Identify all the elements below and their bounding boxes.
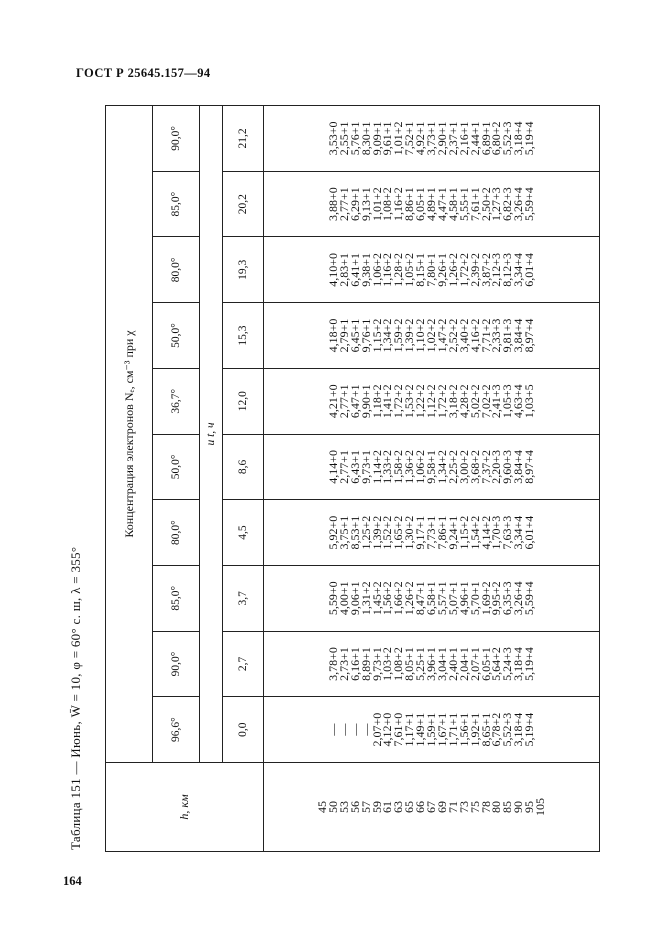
height-value: 56 (347, 801, 362, 813)
electron-concentration-table (105, 105, 600, 852)
stub-header-label: h, км (177, 794, 191, 820)
concentration-value: 9,90+1 (358, 384, 373, 419)
page-number: 164 (63, 874, 82, 888)
height-value: 73 (456, 801, 471, 813)
concentration-value: 3,84+4 (511, 318, 526, 353)
concentration-value: 1,14+2 (369, 450, 384, 484)
concentration-value: 9,58+1 (424, 450, 439, 484)
concentration-value: 1,72+2 (391, 384, 406, 419)
concentration-value: 6,01+4 (522, 515, 537, 550)
concentration-value: 7,37+2 (478, 450, 493, 484)
zenith-angle-header: 90,0° (153, 106, 200, 172)
concentration-value: 1,92+1 (467, 712, 482, 747)
concentration-value: 1,31+2 (358, 581, 373, 616)
zenith-angle-header: 85,0° (153, 565, 200, 631)
local-time-header: 12,0 (223, 368, 264, 434)
concentration-value: 4,92+1 (413, 121, 428, 156)
height-value: 105 (533, 798, 548, 816)
local-time-header: 4,5 (223, 500, 264, 566)
concentration-value: 7,63+3 (500, 515, 515, 550)
concentration-value: 2,39+2 (467, 252, 482, 287)
concentration-value: 2,07+1 (467, 647, 482, 681)
concentration-value: 1,36+2 (402, 450, 417, 484)
concentration-value: 2,33+3 (489, 318, 504, 353)
concentration-value: 3,18+4 (511, 647, 526, 681)
local-time-header: 19,3 (223, 237, 264, 303)
concentration-value: 2,55+1 (336, 121, 351, 156)
height-value: 90 (511, 801, 526, 813)
height-value: 80 (489, 801, 504, 813)
concentration-value: 1,39+2 (369, 515, 384, 550)
concentration-column (264, 434, 600, 500)
concentration-value: 1,05+3 (500, 384, 515, 419)
concentration-column (264, 565, 600, 631)
concentration-value: 5,76+1 (347, 121, 362, 156)
height-value: 85 (500, 801, 515, 813)
concentration-value: 3,75+1 (336, 515, 351, 550)
height-column (264, 763, 600, 852)
concentration-value: 6,29+1 (347, 187, 362, 222)
concentration-value: 1,06+2 (413, 450, 428, 484)
concentration-value: 1,08+2 (380, 187, 395, 222)
local-time-header: 0,0 (223, 697, 264, 763)
concentration-column (264, 237, 600, 303)
concentration-value: 5,70+1 (467, 581, 482, 616)
concentration-value: 3,78+0 (325, 647, 340, 681)
concentration-value: 7,71+2 (478, 318, 493, 353)
concentration-value: 6,41+1 (347, 252, 362, 287)
concentration-value: 3,84+4 (511, 450, 526, 484)
concentration-value: 1,15+2 (456, 515, 471, 550)
table-title: Концентрация электронов Nₑ, см⁻³ при χ (106, 106, 153, 763)
concentration-value: 4,10+0 (325, 252, 340, 287)
height-value: 50 (325, 801, 340, 813)
height-value: 66 (413, 801, 428, 813)
concentration-value: 6,47+1 (347, 384, 362, 419)
concentration-value: 3,73+1 (424, 121, 439, 156)
concentration-column (264, 631, 600, 697)
concentration-value: 3,87+2 (478, 252, 493, 287)
concentration-value: 3,18+4 (511, 712, 526, 747)
concentration-value: 5,57+1 (434, 581, 449, 616)
concentration-value: 7,52+1 (402, 121, 417, 156)
local-time-header: 15,3 (223, 303, 264, 369)
concentration-value: 3,00+2 (456, 450, 471, 484)
concentration-value: 9,95+2 (489, 581, 504, 616)
concentration-value: 1,16+2 (391, 187, 406, 222)
zenith-angle-header: 80,0° (153, 237, 200, 303)
concentration-value: 6,78+2 (489, 712, 504, 747)
concentration-value: 1,56+2 (380, 581, 395, 616)
concentration-value: 5,07+1 (445, 581, 460, 616)
concentration-value: 5,02+2 (467, 384, 482, 419)
concentration-value: 4,63+4 (511, 384, 526, 419)
concentration-value: 1,67+1 (434, 712, 449, 747)
zenith-angle-row (153, 106, 200, 852)
concentration-value: 1,25+2 (358, 515, 373, 550)
concentration-value: 8,15+1 (413, 252, 428, 287)
concentration-value: 3,53+0 (325, 121, 340, 156)
concentration-value: 6,45+1 (347, 318, 362, 353)
concentration-value: 1,05+2 (402, 252, 417, 287)
concentration-value: 6,43+1 (347, 450, 362, 484)
height-value: 78 (478, 801, 493, 813)
local-time-header: 8,6 (223, 434, 264, 500)
concentration-value: 1,26+2 (402, 581, 417, 616)
concentration-value: 2,77+1 (336, 187, 351, 222)
concentration-value: 8,30+1 (358, 121, 373, 156)
concentration-value: 1,18+2 (369, 384, 384, 419)
concentration-value: 6,80+2 (489, 121, 504, 156)
height-value: 75 (467, 801, 482, 813)
concentration-value: 9,24+1 (445, 515, 460, 550)
concentration-value: 2,77+1 (336, 384, 351, 419)
concentration-value: 1,65+2 (391, 515, 406, 550)
concentration-value: 2,50+2 (478, 187, 493, 222)
zenith-angle-header: 90,0° (153, 631, 200, 697)
height-value: 59 (369, 801, 384, 813)
concentration-value: 1,70+3 (489, 515, 504, 550)
concentration-value: 9,38+1 (358, 252, 373, 287)
concentration-value: 7,61+0 (391, 712, 406, 747)
concentration-value: 3,88+0 (325, 187, 340, 222)
stub-header (106, 763, 264, 852)
zenith-angle-header: 36,7° (153, 368, 200, 434)
height-value: 95 (522, 801, 537, 813)
concentration-value: 7,61+1 (467, 187, 482, 222)
concentration-value: 2,79+1 (336, 318, 351, 353)
concentration-value: 3,04+1 (434, 647, 449, 681)
concentration-column (264, 106, 600, 172)
concentration-value: 8,86+1 (402, 187, 417, 222)
concentration-value: 1,22+2 (413, 384, 428, 419)
concentration-value: 3,18+2 (445, 384, 460, 419)
concentration-value: 6,05+1 (478, 647, 493, 681)
concentration-value: 1,39+2 (402, 318, 417, 353)
concentration-value: 4,16+2 (467, 318, 482, 353)
local-time-header: 21,2 (223, 106, 264, 172)
concentration-value: 1,66+2 (391, 581, 406, 616)
concentration-value: 1,41+2 (380, 384, 395, 419)
concentration-value: 7,86+1 (434, 515, 449, 550)
concentration-value: 1,59+1 (424, 712, 439, 747)
concentration-value: — (336, 723, 351, 736)
concentration-value: 5,19+4 (522, 712, 537, 747)
concentration-value: 5,25+1 (413, 647, 428, 681)
concentration-value: 4,96+1 (456, 581, 471, 616)
concentration-value: 1,34+2 (434, 450, 449, 484)
concentration-value: 1,52+2 (380, 515, 395, 550)
concentration-value: 2,90+1 (434, 121, 449, 156)
concentration-value: 9,73+1 (358, 450, 373, 484)
height-value: 53 (336, 801, 351, 813)
concentration-value: 5,92+0 (325, 515, 340, 550)
concentration-value: 1,47+2 (434, 318, 449, 353)
concentration-value: 3,68+2 (467, 450, 482, 484)
concentration-value: 1,03+5 (522, 384, 537, 419)
concentration-value: 3,40+2 (456, 318, 471, 353)
height-value: 57 (358, 801, 373, 813)
concentration-value: 5,52+3 (500, 712, 515, 747)
concentration-value: 5,64+2 (489, 647, 504, 681)
concentration-value: 1,53+2 (402, 384, 417, 419)
document-header: ГОСТ Р 25645.157—94 (76, 66, 211, 80)
local-time-row (223, 106, 264, 852)
concentration-value: 6,35+3 (500, 581, 515, 616)
concentration-value: 6,82+3 (500, 187, 515, 222)
concentration-value: 2,83+1 (336, 252, 351, 287)
concentration-value: 8,65+1 (478, 712, 493, 747)
concentration-value: 1,01+2 (369, 187, 384, 222)
concentration-value: 2,20+3 (489, 450, 504, 484)
concentration-value: 9,09+1 (369, 121, 384, 156)
concentration-value: 1,71+1 (445, 712, 460, 747)
concentration-value: 5,59+0 (325, 581, 340, 616)
concentration-value: 3,34+4 (511, 252, 526, 287)
concentration-value: 9,17+1 (413, 515, 428, 550)
concentration-value: 3,96+1 (424, 647, 439, 681)
concentration-value: 6,01+4 (522, 252, 537, 287)
concentration-column (264, 171, 600, 237)
concentration-value: 3,34+4 (511, 515, 526, 550)
concentration-value: 1,58+2 (391, 450, 406, 484)
concentration-value: 1,33+2 (380, 450, 395, 484)
local-time-unit-label: и t, ч (200, 106, 223, 763)
concentration-value: 4,00+1 (336, 581, 351, 616)
concentration-value: 7,80+1 (424, 252, 439, 287)
zenith-angle-header: 50,0° (153, 434, 200, 500)
height-value: 45 (314, 801, 329, 813)
concentration-value: 2,52+2 (445, 318, 460, 353)
concentration-value: 4,18+0 (325, 318, 340, 353)
concentration-column (264, 368, 600, 434)
concentration-value: 1,06+2 (369, 252, 384, 287)
concentration-value: 9,26+1 (434, 252, 449, 287)
concentration-value: 9,13+1 (358, 187, 373, 222)
concentration-value: 1,49+1 (413, 712, 428, 747)
concentration-value: 1,34+2 (380, 318, 395, 353)
concentration-value: 9,60+3 (500, 450, 515, 484)
concentration-value: 1,54+2 (467, 515, 482, 550)
concentration-value: 5,19+4 (522, 121, 537, 156)
concentration-value: 1,02+2 (424, 318, 439, 353)
concentration-value: 1,56+1 (456, 712, 471, 747)
concentration-value: — (347, 723, 362, 736)
concentration-value: 5,59+4 (522, 581, 537, 616)
concentration-value: 8,53+1 (347, 515, 362, 550)
concentration-value: 5,19+4 (522, 647, 537, 681)
concentration-value: 1,59+2 (391, 318, 406, 353)
zenith-angle-header: 96,6° (153, 697, 200, 763)
concentration-value: 8,89+1 (358, 647, 373, 681)
concentration-value: 3,18+4 (511, 121, 526, 156)
concentration-value: 4,47+1 (434, 187, 449, 222)
concentration-value: 1,30+2 (402, 515, 417, 550)
concentration-value: 2,73+1 (336, 647, 351, 681)
concentration-value: 1,03+2 (380, 647, 395, 681)
concentration-value: 1,10+2 (413, 318, 428, 353)
concentration-value: 3,26+4 (511, 581, 526, 616)
concentration-value: 1,15+2 (369, 318, 384, 353)
concentration-value: 1,01+2 (391, 121, 406, 156)
zenith-angle-header: 50,0° (153, 303, 200, 369)
zenith-angle-header: 80,0° (153, 500, 200, 566)
concentration-value: 2,12+3 (489, 252, 504, 287)
concentration-value: 8,97+4 (522, 318, 537, 353)
concentration-value: 6,58+1 (424, 581, 439, 616)
concentration-value: 1,28+2 (391, 252, 406, 287)
concentration-column (264, 697, 600, 763)
concentration-value: 1,12+2 (424, 384, 439, 419)
concentration-value: 1,72+2 (456, 252, 471, 287)
concentration-value: 1,72+2 (434, 384, 449, 419)
height-value: 65 (402, 801, 417, 813)
concentration-column (264, 500, 600, 566)
concentration-value: 5,59+4 (522, 187, 537, 222)
concentration-value: 2,41+3 (489, 384, 504, 419)
concentration-value: 4,58+1 (445, 187, 460, 222)
concentration-value: 9,06+1 (347, 581, 362, 616)
height-value: 61 (380, 801, 395, 813)
concentration-value: 8,47+1 (413, 581, 428, 616)
concentration-value: 2,25+2 (445, 450, 460, 484)
local-time-header: 3,7 (223, 565, 264, 631)
concentration-value: 4,12+0 (380, 712, 395, 747)
concentration-value: 2,40+1 (445, 647, 460, 681)
concentration-value: 4,14+0 (325, 450, 340, 484)
concentration-value: 1,17+1 (402, 712, 417, 747)
concentration-value: 6,89+1 (478, 121, 493, 156)
concentration-value: 9,76+1 (358, 318, 373, 353)
concentration-value: 9,61+1 (380, 121, 395, 156)
concentration-value: 1,16+2 (380, 252, 395, 287)
concentration-value: 2,07+0 (369, 712, 384, 747)
concentration-value: 8,05+1 (402, 647, 417, 681)
concentration-value: 1,45+2 (369, 581, 384, 616)
concentration-value: 5,52+3 (500, 121, 515, 156)
concentration-value: 7,02+2 (478, 384, 493, 419)
concentration-value: 2,16+1 (456, 121, 471, 156)
concentration-value: 5,24+3 (500, 647, 515, 681)
concentration-value: 9,81+3 (500, 318, 515, 353)
concentration-value: 4,89+1 (424, 187, 439, 222)
concentration-value: 7,73+1 (424, 515, 439, 550)
concentration-value: 1,26+2 (445, 252, 460, 287)
height-value: 67 (424, 801, 439, 813)
concentration-value: 8,12+3 (500, 252, 515, 287)
concentration-value: 1,08+2 (391, 647, 406, 681)
concentration-value: 1,27+3 (489, 187, 504, 222)
local-time-header: 2,7 (223, 631, 264, 697)
height-value: 71 (445, 801, 460, 813)
concentration-column (264, 303, 600, 369)
zenith-angle-header: 85,0° (153, 171, 200, 237)
local-time-header: 20,2 (223, 171, 264, 237)
concentration-value: 6,05+1 (413, 187, 428, 222)
concentration-value: 2,04+1 (456, 647, 471, 681)
concentration-value: 2,37+1 (445, 121, 460, 156)
height-value: 69 (434, 801, 449, 813)
concentration-value: 8,97+4 (522, 450, 537, 484)
concentration-value: 4,28+2 (456, 384, 471, 419)
concentration-value: 4,14+2 (478, 515, 493, 550)
concentration-value: 6,16+1 (347, 647, 362, 681)
concentration-value: 4,21+0 (325, 384, 340, 419)
concentration-value: 2,44+1 (467, 121, 482, 156)
concentration-value: 3,26+4 (511, 187, 526, 222)
concentration-value: 2,77+1 (336, 450, 351, 484)
table-caption: Таблица 151 — Июнь, W̄ = 10, φ = 60° с. ш, λ = 355° (68, 546, 83, 850)
concentration-value: — (358, 723, 373, 736)
concentration-value: 9,73+1 (369, 647, 384, 681)
data-row (264, 106, 600, 852)
concentration-value: — (325, 723, 340, 736)
concentration-value: 1,69+2 (478, 581, 493, 616)
concentration-value: 5,55+1 (456, 187, 471, 222)
height-value: 63 (391, 801, 406, 813)
